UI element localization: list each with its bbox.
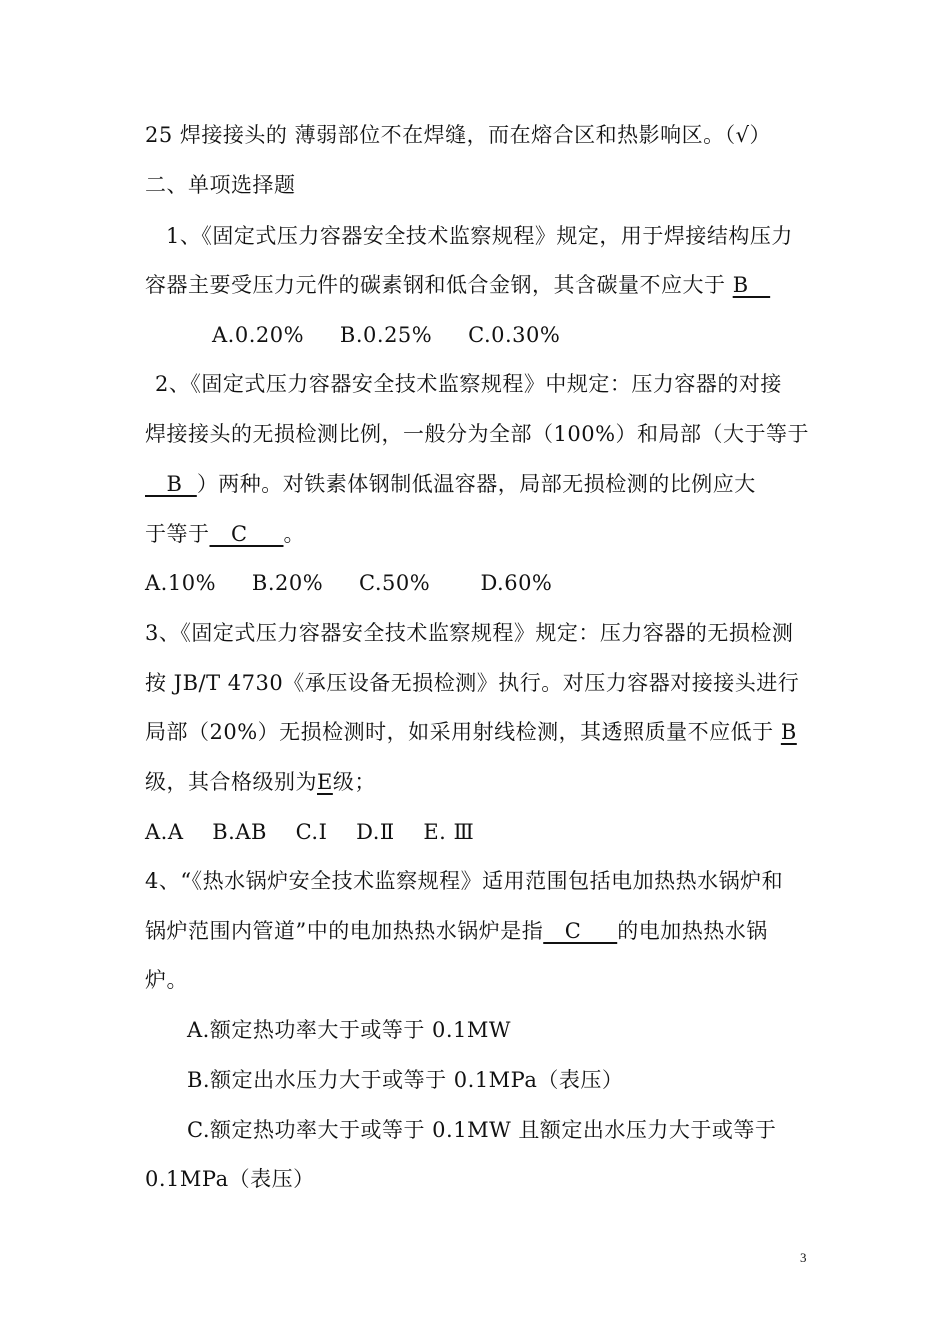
line-05 (212, 321, 560, 349)
text-run: 2、《固定式压力容器安全技术监察规程》中规定：压力容器的对接 (155, 372, 782, 396)
answer-blank: B (780, 720, 797, 744)
text-run: A.10% B.20% C.50% D.60% (145, 571, 553, 595)
text-run: 的电加热热水锅 (617, 919, 768, 943)
text-run: 25 焊接接头的 薄弱部位不在焊缝，而在熔合区和热影响区。（√） (145, 123, 771, 147)
text-run: 按 JB/T 4730《承压设备无损检测》执行。对压力容器对接接头进行 (145, 671, 800, 695)
text-run: 级，其合格级别为 (145, 770, 317, 794)
answer-blank: C (543, 919, 618, 943)
page-number: 3 (800, 1250, 807, 1265)
line-22 (145, 1165, 315, 1193)
line-14 (145, 768, 376, 796)
text-run: 。 (283, 522, 305, 546)
text-run: 炉。 (145, 968, 188, 992)
line-12 (145, 669, 799, 697)
text-run: 局部（20%）无损检测时，如采用射线检测，其透照质量不应低于 (145, 720, 781, 744)
text-run: 容器主要受压力元件的碳素钢和低合金钢，其含碳量不应大于 (145, 273, 733, 297)
answer-blank: C (209, 522, 284, 546)
line-08 (145, 470, 756, 498)
answer-blank: B (145, 472, 197, 496)
line-16 (145, 867, 783, 895)
text-run: 4、“《热水锅炉安全技术监察规程》适用范围包括电加热热水锅炉和 (145, 869, 784, 893)
line-18 (145, 966, 188, 994)
text-run: B.额定出水压力大于或等于 0.1MPa（表压） (187, 1068, 624, 1092)
line-04 (145, 271, 770, 299)
text-run: 焊接接头的无损检测比例，一般分为全部（100%）和局部（大于等于 (145, 422, 810, 446)
line-20 (187, 1066, 623, 1094)
line-06 (155, 370, 782, 398)
text-run: ）两种。对铁素体钢制低温容器，局部无损检测的比例应大 (196, 472, 756, 496)
text-run: C.额定热功率大于或等于 0.1MW 且额定出水压力大于或等于 (187, 1118, 777, 1142)
text-run: A.A B.AB C.Ⅰ D.Ⅱ E. Ⅲ (145, 820, 475, 844)
text-run: 0.1MPa（表压） (145, 1167, 315, 1191)
text-run: 二、单项选择题 (145, 173, 296, 197)
text-run: 于等于 (145, 522, 210, 546)
line-17 (145, 917, 768, 945)
line-19 (187, 1016, 511, 1044)
line-10 (145, 569, 552, 597)
line-09 (145, 520, 305, 548)
line-02 (145, 171, 296, 199)
line-13 (145, 718, 797, 746)
text-run: A.额定热功率大于或等于 0.1MW (187, 1018, 511, 1042)
line-01 (145, 121, 771, 149)
text-run: 级； (332, 770, 376, 794)
line-11 (145, 619, 793, 647)
answer-blank: E (317, 770, 333, 794)
line-07 (145, 420, 809, 448)
text-run: A.0.20% B.0.25% C.0.30% (212, 323, 561, 347)
text-run: 1、《固定式压力容器安全技术监察规程》规定，用于焊接结构压力 (166, 224, 793, 248)
text-run: 锅炉范围内管道”中的电加热热水锅炉是指 (145, 919, 544, 943)
text-run: 3、《固定式压力容器安全技术监察规程》规定：压力容器的无损检测 (145, 621, 794, 645)
line-03 (166, 222, 793, 250)
line-15 (145, 818, 474, 846)
answer-blank: B (732, 273, 771, 297)
line-21 (187, 1116, 776, 1144)
